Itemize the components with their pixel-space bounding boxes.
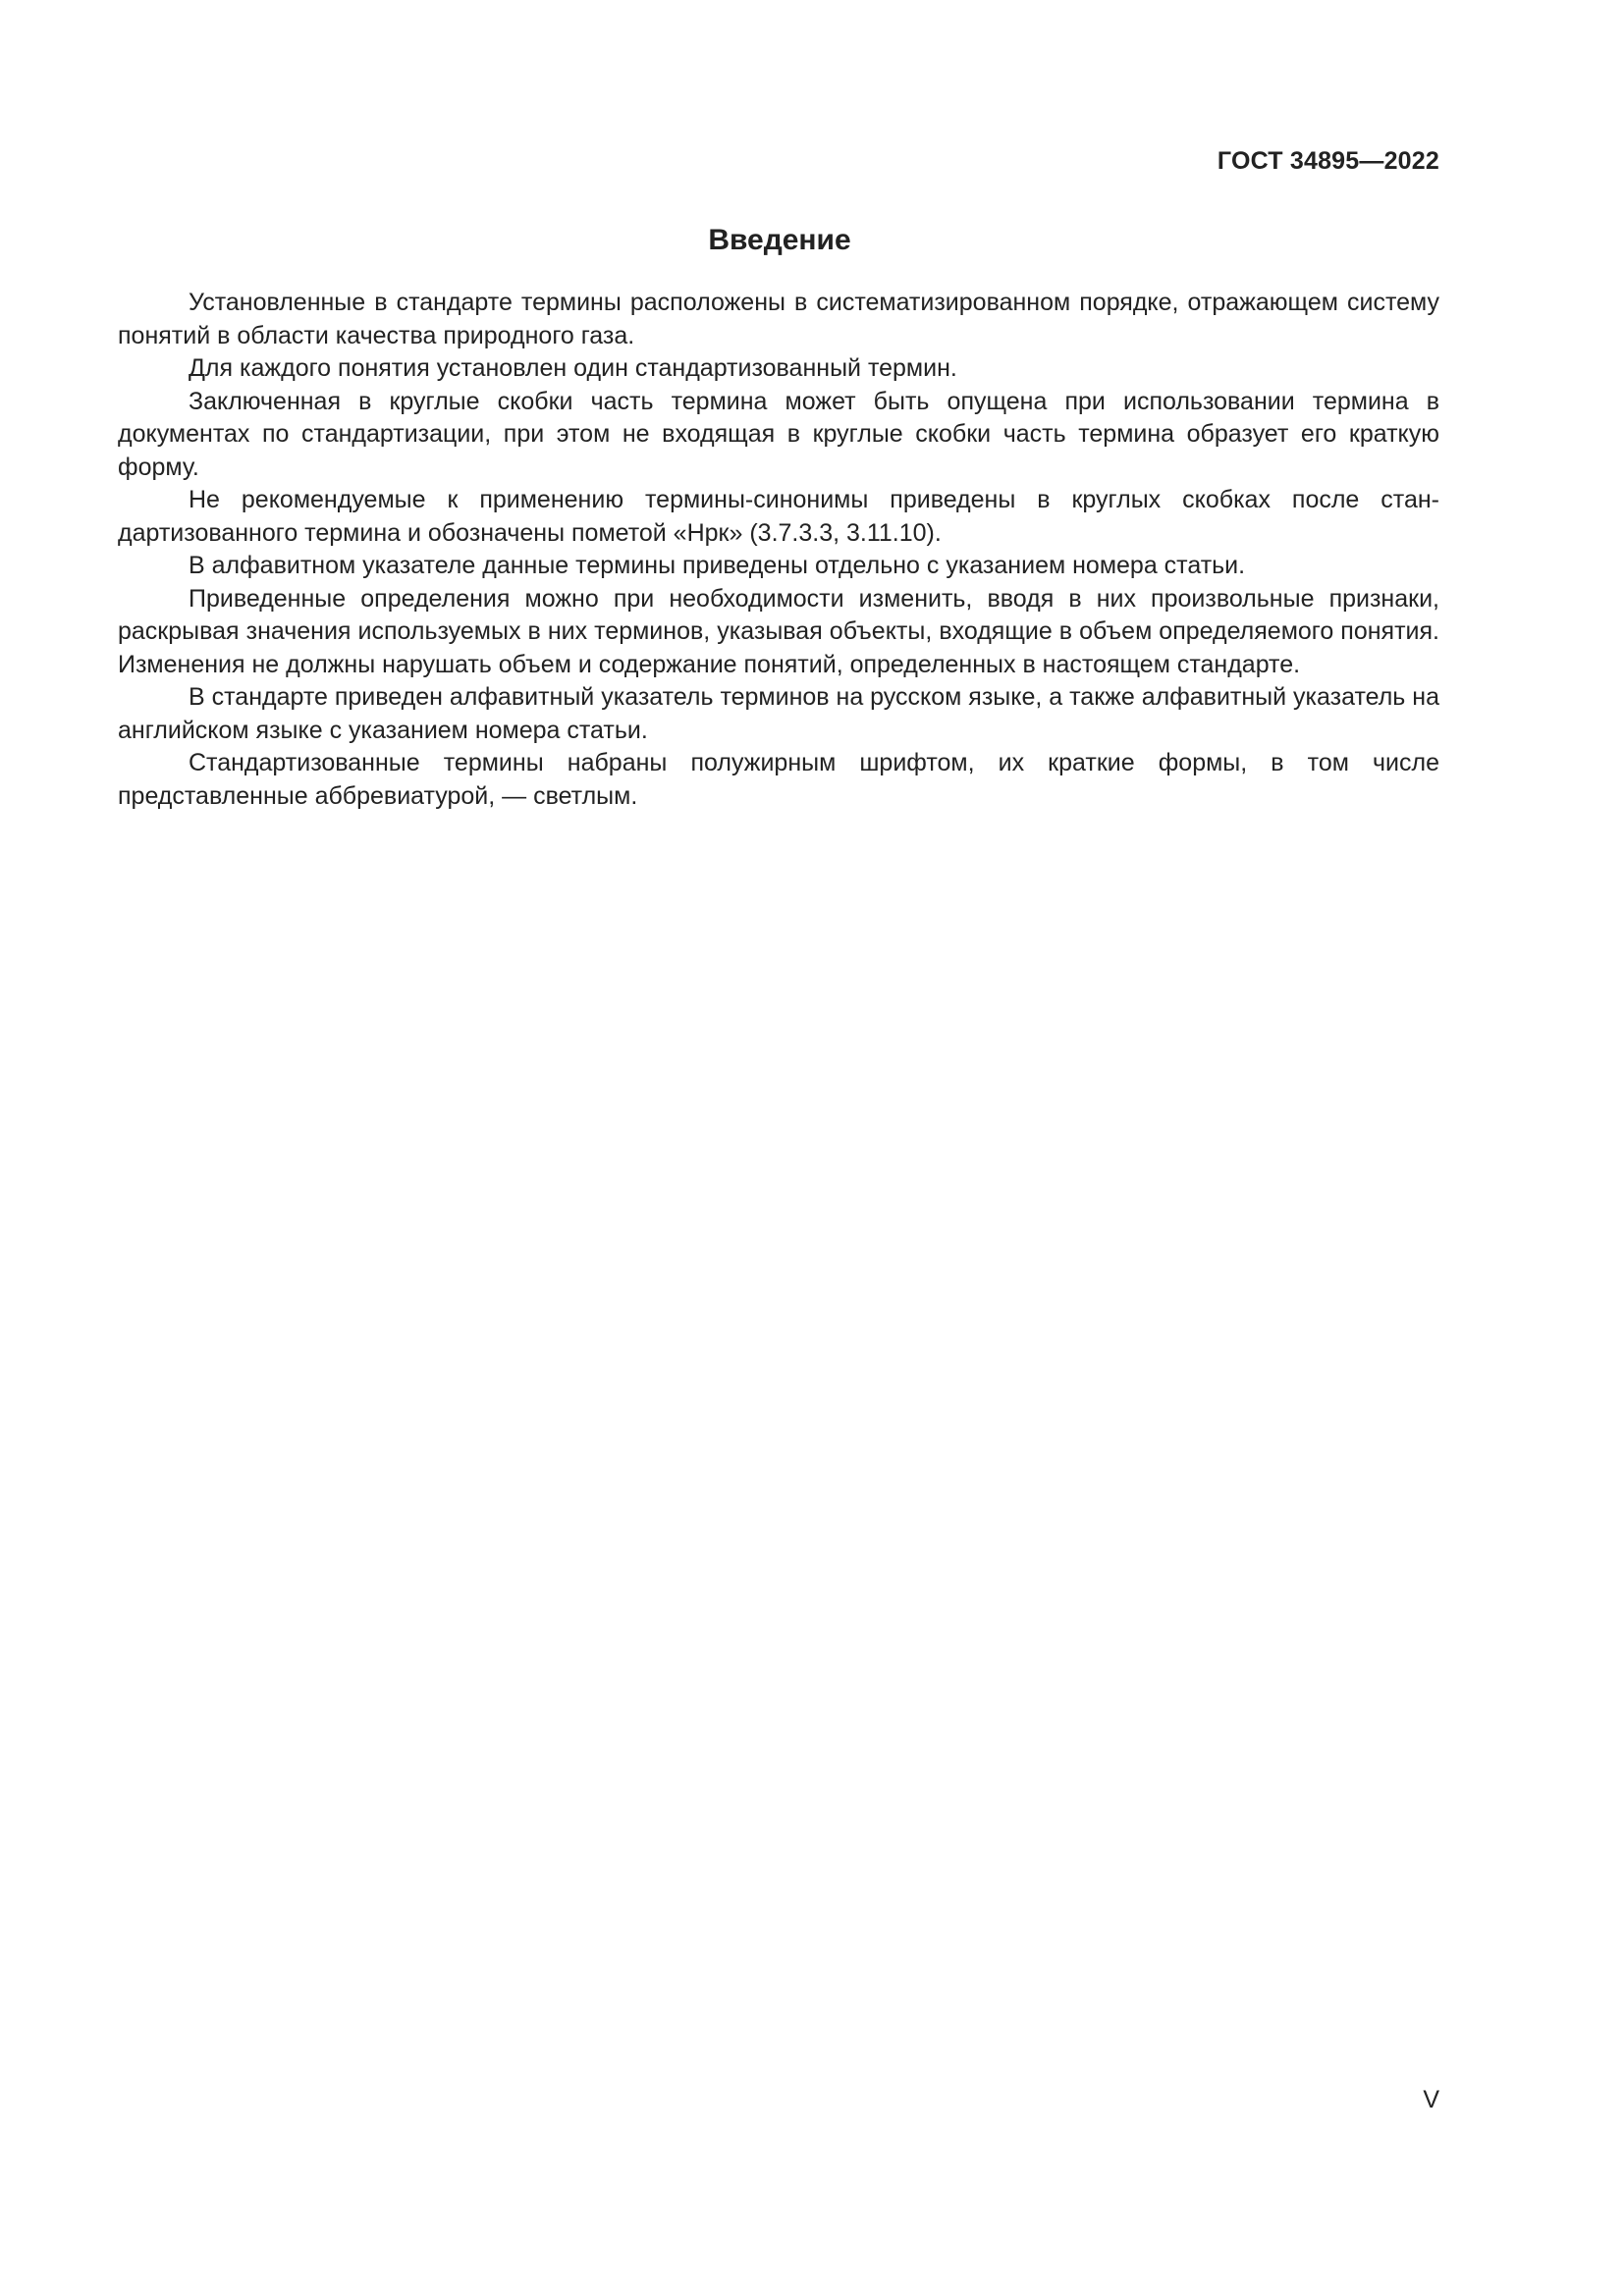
document-code: ГОСТ 34895—2022 [1217, 147, 1439, 175]
paragraph: В стандарте приведен алфавитный указатель терминов на русском языке, а также алфавитный указатель на английском языке с указанием номера статьи. [118, 683, 1439, 744]
paragraph: Приведенные определения можно при необходимости изменить, вводя в них произвольные признаки, раскрывая значения используемых в них терминов, указывая объекты, входящие в объем определяемого понятия. Изменения не должны нарушать объем и содержание понятий, определенных в настоящем стандарте. [118, 584, 1439, 678]
paragraph: Для каждого понятия установлен один стандартизованный термин. [189, 354, 957, 382]
page-number: V [1423, 2086, 1439, 2113]
paragraph: Установленные в стандарте термины расположены в систематизированном порядке, отражающем систему понятий в области качества природного газа. [118, 289, 1439, 349]
paragraph: Стандартизованные термины набраны полужирным шрифтом, их краткие формы, в том числе представленные аббревиатурой, — светлым. [118, 749, 1439, 810]
paragraph: Не рекомендуемые к применению термины-синонимы приведены в круглых скобках после стандартизованного термина и обозначены пометой «Нрк» (3.7.3.3, 3.11.10). [118, 486, 1439, 547]
paragraph: В алфавитном указателе данные термины приведены отдельно с указанием номера статьи. [189, 552, 1246, 579]
paragraph: Заключенная в круглые скобки часть термина может быть опущена при использовании термина в документах по стандартизации, при этом не входящая в круглые скобки часть термина образует его краткую форму. [118, 387, 1439, 481]
section-title: Введение [708, 224, 851, 256]
introduction-body [118, 287, 1439, 813]
